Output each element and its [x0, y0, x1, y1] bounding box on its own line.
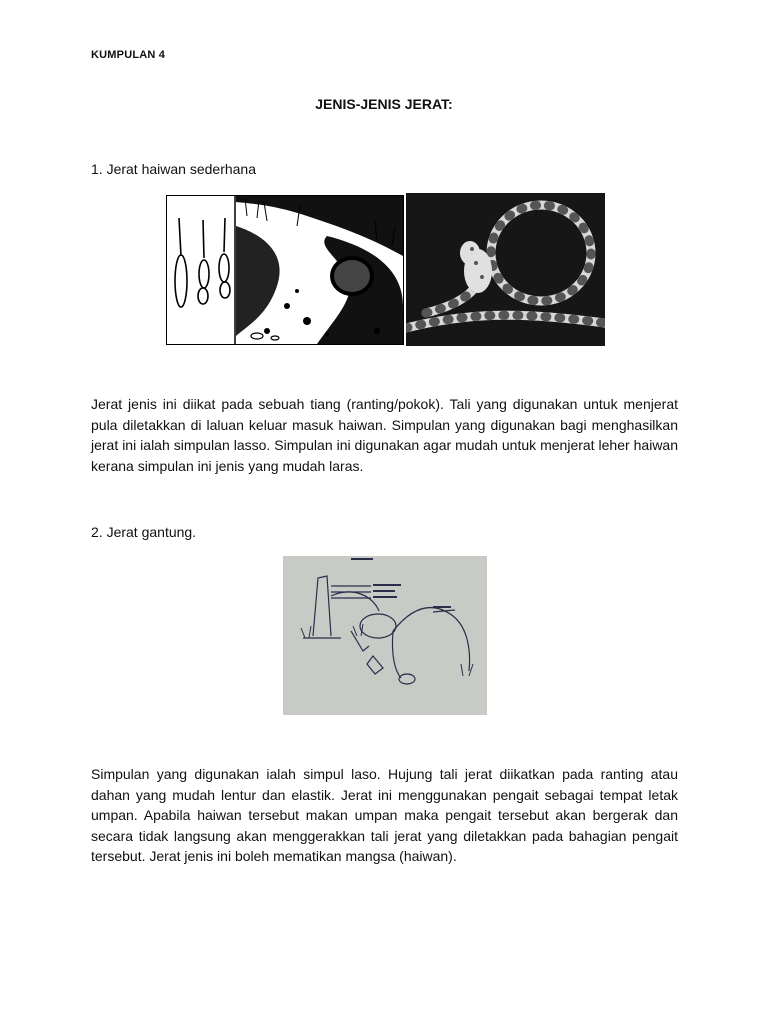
group-label: KUMPULAN 4: [91, 49, 166, 61]
section-2-paragraph: Simpulan yang digunakan ialah simpul laso. Hujung tali jerat diikatkan pada ranting atau dahan yang mudah lentur dan elastik. Jerat ini menggunakan pengait sebagai tempat letak umpan. Apabila haiwan tersebut makan umpan maka pengait tersebut akan bergerak dan secara tidak langsung akan menggerakkan tali jerat yang diletakkan pada bahagian pengait tersebut. Jerat jenis ini boleh mematikan mangsa (haiwan).: [91, 766, 678, 864]
section-1-heading: 1. Jerat haiwan sederhana: [91, 161, 256, 177]
document-title: JENIS-JENIS JERAT:: [315, 96, 453, 112]
noose-snare-drawing-image: [166, 195, 404, 345]
lasso-rope-photo-image: [406, 193, 605, 346]
lasso-rope-photo-icon: [406, 193, 605, 346]
noose-snare-drawing-icon: [167, 196, 403, 344]
section-1-paragraph: Jerat jenis ini diikat pada sebuah tiang (ranting/pokok). Tali yang digunakan untuk menjerat pula diletakkan di laluan keluar masuk haiwan. Simpulan yang digunakan bagi menghasilkan jerat ini ialah simpulan lasso. Simpulan ini digunakan agar mudah untuk menjerat leher haiwan kerana simpulan ini jenis yang mudah laras.: [91, 396, 678, 474]
hanging-snare-diagram-icon: [283, 556, 487, 715]
section-2-heading: 2. Jerat gantung.: [91, 524, 197, 540]
hanging-snare-diagram-image: [283, 556, 487, 715]
